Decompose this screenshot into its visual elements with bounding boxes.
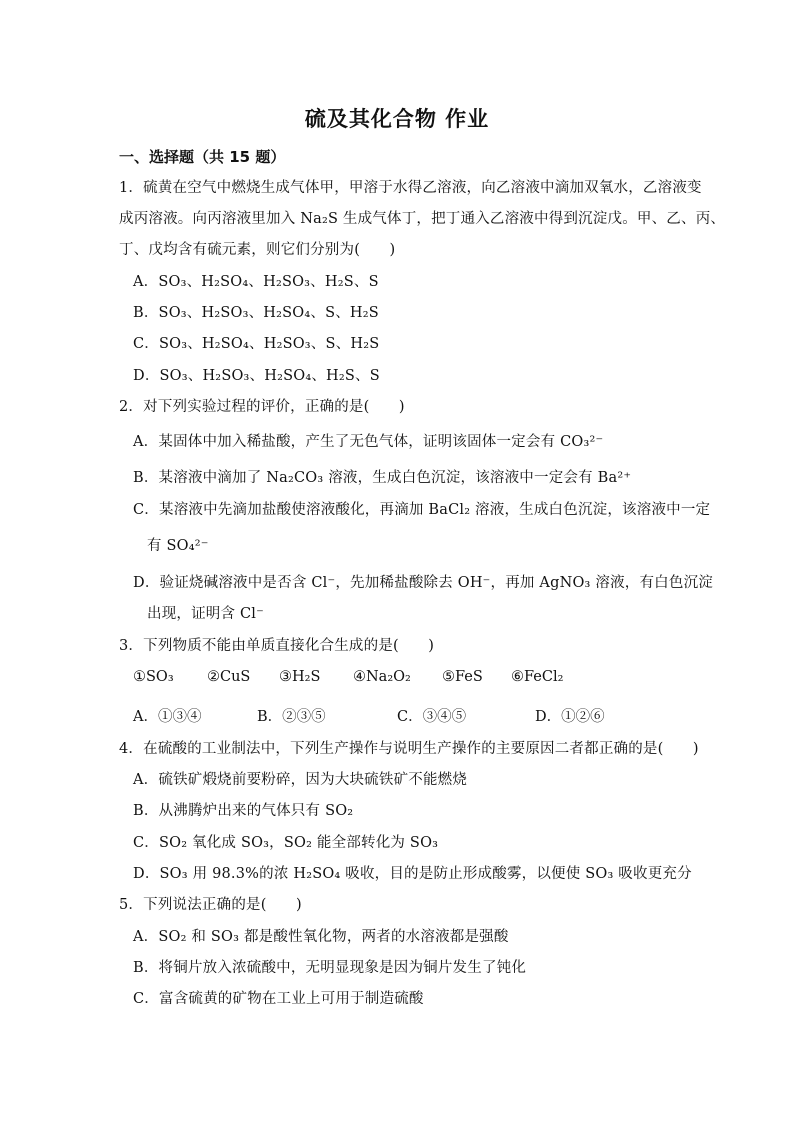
q3-item: ①SO₃: [133, 669, 174, 685]
q1-stem-line-2: 成丙溶液。向丙溶液里加入 Na₂S 生成气体丁，把丁通入乙溶液中得到沉淀戊。甲、乙、丙、: [119, 211, 726, 227]
q3-item: ②CuS: [207, 669, 251, 685]
q3-item: ⑤FeS: [442, 669, 483, 685]
q1-option-d: D．SO₃、H₂SO₃、H₂SO₄、H₂S、S: [133, 368, 380, 384]
q2-option-c-line-2: 有 SO₄²⁻: [147, 538, 209, 554]
q4-option-b: B．从沸腾炉出来的气体只有 SO₂: [133, 803, 354, 819]
q5-option-c: C．富含硫黄的矿物在工业上可用于制造硫酸: [133, 991, 424, 1007]
q4-stem: 4．在硫酸的工业制法中，下列生产操作与说明生产操作的主要原因二者都正确的是( ): [119, 741, 699, 757]
q3-stem: 3．下列物质不能由单质直接化合生成的是( ): [119, 638, 435, 654]
q5-option-b: B．将铜片放入浓硫酸中，无明显现象是因为铜片发生了钝化: [133, 960, 527, 976]
q5-option-a: A．SO₂ 和 SO₃ 都是酸性氧化物，两者的水溶液都是强酸: [133, 929, 509, 945]
q2-option-a: A．某固体中加入稀盐酸，产生了无色气体，证明该固体一定会有 CO₃²⁻: [133, 434, 604, 450]
q3-option-a: A．①③④: [133, 709, 202, 725]
q3-option-b: B．②③⑤: [257, 709, 326, 725]
q2-option-d-line-2: 出现，证明含 Cl⁻: [147, 606, 264, 622]
q3-item: ④Na₂O₂: [353, 669, 411, 685]
q2-option-c-line-1: C．某溶液中先滴加盐酸使溶液酸化，再滴加 BaCl₂ 溶液，生成白色沉淀，该溶液中一定: [133, 502, 711, 518]
section-heading: 一、选择题（共 15 题）: [119, 148, 286, 166]
q2-option-d-line-1: D．验证烧碱溶液中是否含 Cl⁻，先加稀盐酸除去 OH⁻，再加 AgNO₃ 溶液，有白色沉淀: [133, 575, 713, 591]
q1-option-a: A．SO₃、H₂SO₄、H₂SO₃、H₂S、S: [133, 274, 379, 290]
q3-option-c: C．③④⑤: [397, 709, 467, 725]
q4-option-d: D．SO₃ 用 98.3%的浓 H₂SO₄ 吸收，目的是防止形成酸雾，以便使 SO₃ 吸收更充分: [133, 866, 692, 882]
q4-option-c: C．SO₂ 氧化成 SO₃，SO₂ 能全部转化为 SO₃: [133, 835, 439, 851]
q3-item: ③H₂S: [279, 669, 321, 685]
q2-option-b: B．某溶液中滴加了 Na₂CO₃ 溶液，生成白色沉淀，该溶液中一定会有 Ba²⁺: [133, 470, 632, 486]
q1-stem-line-3: 丁、戊均含有硫元素，则它们分别为( ): [119, 242, 396, 258]
q1-option-b: B．SO₃、H₂SO₃、H₂SO₄、S、H₂S: [133, 305, 379, 321]
q1-stem-line-1: 1．硫黄在空气中燃烧生成气体甲，甲溶于水得乙溶液，向乙溶液中滴加双氧水，乙溶液变: [119, 180, 702, 196]
q4-option-a: A．硫铁矿煅烧前要粉碎，因为大块硫铁矿不能燃烧: [133, 772, 468, 788]
q2-stem: 2．对下列实验过程的评价，正确的是( ): [119, 399, 405, 415]
q1-option-c: C．SO₃、H₂SO₄、H₂SO₃、S、H₂S: [133, 336, 380, 352]
q3-option-d: D．①②⑥: [535, 709, 605, 725]
q5-stem: 5．下列说法正确的是( ): [119, 897, 302, 913]
page-title: 硫及其化合物 作业: [304, 107, 490, 131]
q3-item: ⑥FeCl₂: [511, 669, 564, 685]
